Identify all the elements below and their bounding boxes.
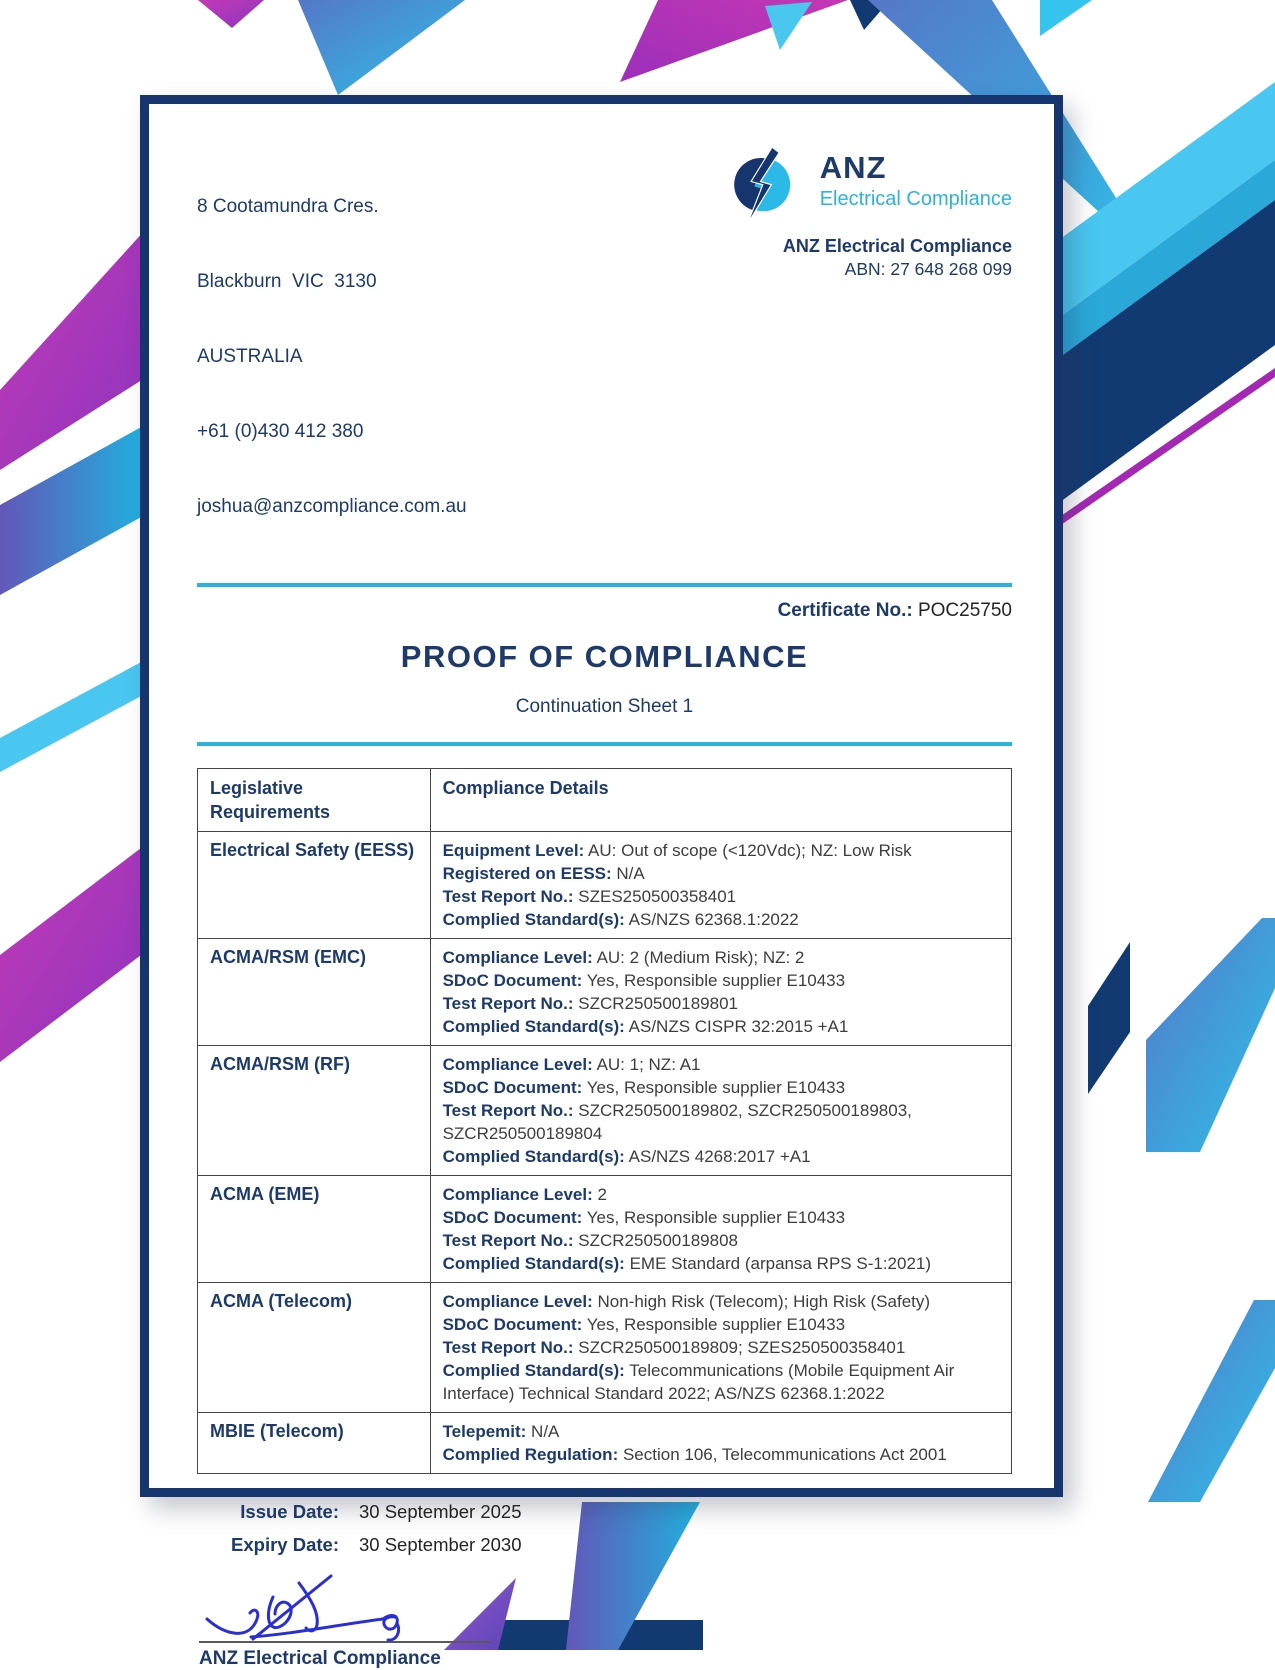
table-header-row	[198, 769, 1012, 832]
details-cell	[430, 939, 1011, 1046]
document-title: PROOF OF COMPLIANCE	[400, 639, 809, 674]
phone-number: +61 (0)430 412 380	[197, 421, 364, 442]
detail-line: Complied Regulation: Section 106, Telecommunications Act 2001	[442, 1445, 947, 1464]
address-line: AUSTRALIA	[197, 346, 303, 367]
signature-line	[199, 1641, 491, 1643]
detail-line: Complied Standard(s): AS/NZS 4268:2017 +A1	[442, 1147, 811, 1166]
detail-line: SDoC Document: Yes, Responsible supplier E10433	[442, 1315, 846, 1334]
requirement-cell: Electrical Safety (EESS)	[198, 832, 431, 939]
certificate-number-label: Certificate No.:	[777, 600, 913, 621]
detail-line: Compliance Level: AU: 1; NZ: A1	[442, 1055, 701, 1074]
detail-line: Compliance Level: Non-high Risk (Telecom); High Risk (Safety)	[442, 1292, 931, 1311]
requirement-cell: ACMA/RSM (EMC)	[198, 939, 431, 1046]
detail-line: Complied Standard(s): EME Standard (arpansa RPS S-1:2021)	[442, 1254, 932, 1273]
details-cell	[430, 1413, 1011, 1474]
logo-tagline: Electrical Compliance	[819, 188, 1012, 210]
column-header-legislative: Legislative Requirements	[210, 778, 331, 822]
address-line: 8 Cootamundra Cres.	[197, 196, 379, 217]
certificate-number-line	[197, 600, 1012, 622]
certificate-card	[140, 95, 1063, 1669]
issue-date-value: 30 September 2025	[359, 1501, 522, 1522]
divider-rule-second	[197, 742, 1012, 746]
compliance-table	[197, 768, 1012, 1474]
detail-line: Equipment Level: AU: Out of scope (<120Vdc); NZ: Low Risk	[442, 841, 912, 860]
detail-line: Test Report No.: SZCR250500189801	[442, 994, 738, 1013]
table-row	[198, 1413, 1012, 1474]
company-abn: ABN: 27 648 268 099	[844, 259, 1012, 279]
detail-line: Complied Standard(s): AS/NZS 62368.1:2022	[442, 910, 799, 929]
letterhead	[197, 144, 1012, 569]
detail-line: Telepemit: N/A	[442, 1422, 560, 1441]
detail-line: Test Report No.: SZES250500358401	[442, 887, 737, 906]
detail-line: Registered on EESS: N/A	[442, 864, 645, 883]
signature-block	[199, 1571, 499, 1670]
detail-line: Test Report No.: SZCR250500189808	[442, 1231, 738, 1250]
requirement-cell: ACMA (EME)	[198, 1176, 431, 1283]
details-cell	[430, 1046, 1011, 1176]
detail-line: SDoC Document: Yes, Responsible supplier E10433	[442, 1208, 846, 1227]
document-subtitle: Continuation Sheet 1	[515, 696, 694, 717]
details-cell	[430, 1283, 1011, 1413]
table-row	[198, 1046, 1012, 1176]
detail-line: Compliance Level: 2	[442, 1185, 607, 1204]
detail-line: Test Report No.: SZCR250500189802, SZCR250500189803, SZCR250500189804	[442, 1101, 912, 1143]
address-line: Blackburn VIC 3130	[197, 271, 377, 292]
expiry-date-label: Expiry Date:	[231, 1534, 339, 1555]
divider-rule-top	[197, 583, 1012, 587]
handwritten-signature-icon	[199, 1571, 499, 1645]
lightning-bolt-logo-icon	[710, 144, 814, 230]
details-cell	[430, 1176, 1011, 1283]
table-row	[198, 1283, 1012, 1413]
signatory-name: ANZ Electrical Compliance	[199, 1648, 441, 1669]
detail-line: Compliance Level: AU: 2 (Medium Risk); NZ: 2	[442, 948, 805, 967]
detail-line: Test Report No.: SZCR250500189809; SZES250500358401	[442, 1338, 906, 1357]
detail-line: SDoC Document: Yes, Responsible supplier E10433	[442, 1078, 846, 1097]
left-decor-bands	[0, 230, 145, 1062]
logo-wordmark: ANZ	[819, 150, 887, 185]
issue-date-label: Issue Date:	[240, 1501, 339, 1522]
requirement-cell: ACMA (Telecom)	[198, 1283, 431, 1413]
dates-block	[197, 1500, 1012, 1557]
issue-date-row	[197, 1500, 1012, 1524]
details-cell	[430, 832, 1011, 939]
email-address: joshua@anzcompliance.com.au	[197, 496, 467, 517]
detail-line: Complied Standard(s): Telecommunications (Mobile Equipment Air Interface) Technical Standard 2022; AS/NZS 62368.1:2022	[442, 1361, 955, 1403]
expiry-date-value: 30 September 2030	[359, 1534, 522, 1555]
expiry-date-row	[197, 1533, 1012, 1557]
table-row	[198, 939, 1012, 1046]
detail-line: Complied Standard(s): AS/NZS CISPR 32:2015 +A1	[442, 1017, 849, 1036]
detail-line: SDoC Document: Yes, Responsible supplier E10433	[442, 971, 846, 990]
column-header-details: Compliance Details	[442, 778, 609, 798]
requirement-cell: MBIE (Telecom)	[198, 1413, 431, 1474]
company-brand-block	[710, 144, 1012, 569]
right-decor-bands	[1045, 82, 1275, 1502]
compliance-table-body	[198, 832, 1012, 1474]
requirement-cell: ACMA/RSM (RF)	[198, 1046, 431, 1176]
company-name: ANZ Electrical Compliance	[782, 236, 1012, 256]
table-row	[198, 832, 1012, 939]
sender-address	[197, 144, 467, 569]
table-row	[198, 1176, 1012, 1283]
certificate-number-value: POC25750	[917, 600, 1012, 621]
